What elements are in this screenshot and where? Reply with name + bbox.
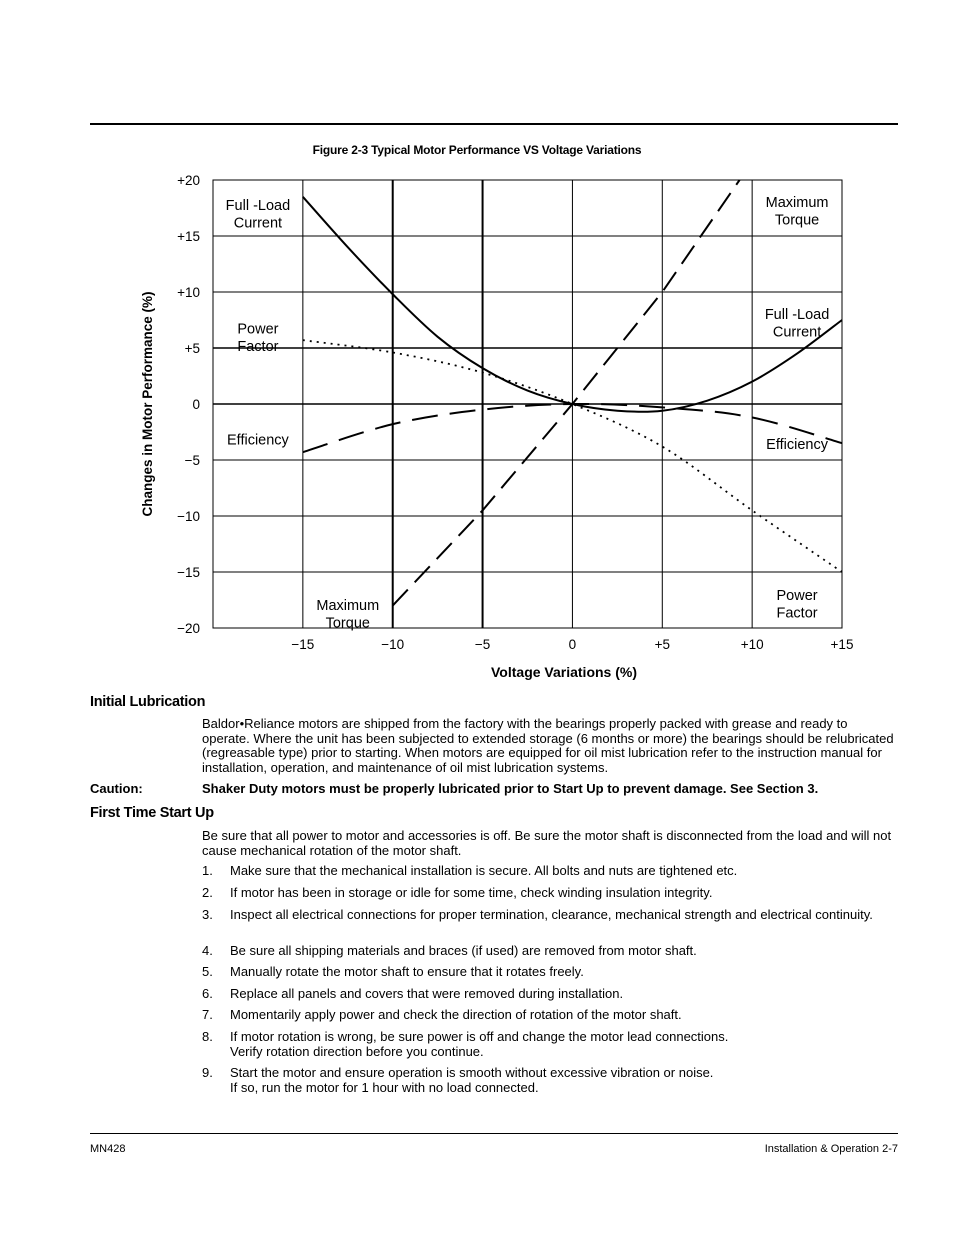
step-number: 9. — [202, 1065, 213, 1080]
header-rule — [90, 123, 898, 125]
footer-rule — [90, 1133, 898, 1134]
footer-doc-number: MN428 — [90, 1143, 126, 1155]
step-text: Make sure that the mechanical installation is secure. All bolts and nuts are tightened etc. — [230, 863, 738, 878]
y-axis-label: Changes in Motor Performance (%) — [140, 291, 155, 517]
x-tick-label: +5 — [654, 637, 670, 652]
footer-page-label: Installation & Operation 2-7 — [764, 1143, 898, 1155]
y-tick-label: +15 — [177, 229, 200, 244]
y-tick-label: −10 — [177, 509, 200, 524]
figure-caption: Figure 2-3 Typical Motor Performance VS Voltage Variations — [312, 143, 642, 157]
x-tick-label: −15 — [291, 637, 315, 652]
y-tick-label: −5 — [184, 453, 200, 468]
step-text: Be sure all shipping materials and braces (if used) are removed from motor shaft. — [230, 943, 697, 958]
x-tick-label: −10 — [381, 637, 405, 652]
step-text: Inspect all electrical connections for proper termination, clearance, mechanical strength and electrical continuity. — [230, 907, 873, 922]
curve-annotation: Efficiency — [227, 432, 289, 449]
curve-annotation: Power Factor — [776, 588, 818, 622]
curve-annotation: Full -Load Current — [764, 306, 830, 341]
performance-chart — [0, 160, 954, 690]
step-number: 1. — [202, 863, 213, 878]
paragraph-first-time-start-up: Be sure that all power to motor and accessories is off. Be sure the motor shaft is disconnected from the load and will not cause mechanical rotation of the motor shaft. — [202, 828, 892, 858]
y-tick-label: −20 — [177, 621, 200, 636]
x-tick-labels — [291, 637, 853, 652]
step-number: 7. — [202, 1007, 213, 1022]
x-tick-label: +15 — [830, 637, 854, 652]
paragraph-initial-lubrication: Baldor•Reliance motors are shipped from the factory with the bearings properly packed with grease and ready to operate. Where the unit has been subjected to extended storage (6 months or more) the bearings should be relubricated (regreasable type) prior to starting. When motors are equipped for oil mist lubrication refer to the instruction manual for installation, operation, and maintenance of oil mist lubrication systems. — [202, 716, 894, 775]
step-number: 3. — [202, 907, 213, 922]
step-text: Momentarily apply power and check the direction of rotation of the motor shaft. — [230, 1007, 682, 1022]
step-text: If motor rotation is wrong, be sure power is off and change the motor lead connections. Verify rotation direction before you continue. — [230, 1029, 729, 1059]
step-text: If motor has been in storage or idle for some time, check winding insulation integrity. — [230, 885, 713, 900]
chart-grid — [213, 180, 842, 628]
curve-labels — [226, 195, 830, 632]
heading-initial-lubrication: Initial Lubrication — [90, 694, 206, 710]
curve-annotation: Maximum Torque — [765, 194, 829, 229]
step-number: 2. — [202, 885, 213, 900]
y-tick-label: −15 — [177, 565, 200, 580]
step-number: 5. — [202, 964, 213, 979]
step-number: 8. — [202, 1029, 213, 1044]
y-tick-label: +20 — [177, 173, 200, 188]
y-tick-label: +5 — [184, 341, 200, 356]
caution-text: Shaker Duty motors must be properly lubricated prior to Start Up to prevent damage. See Section 3. — [202, 781, 819, 796]
curve-annotation: Maximum Torque — [316, 598, 380, 632]
caution-label: Caution: — [90, 781, 143, 796]
step-text: Manually rotate the motor shaft to ensure that it rotates freely. — [230, 964, 584, 979]
heading-first-time-start-up: First Time Start Up — [90, 805, 214, 821]
curve-annotation: Power Factor — [237, 321, 279, 355]
y-tick-label: 0 — [192, 397, 200, 412]
x-tick-label: 0 — [568, 637, 577, 652]
x-tick-label: −5 — [474, 637, 491, 652]
y-tick-label: +10 — [177, 285, 200, 300]
curve-annotation: Full -Load Current — [225, 198, 291, 232]
step-number: 4. — [202, 943, 213, 958]
step-number: 6. — [202, 986, 213, 1001]
step-text: Start the motor and ensure operation is smooth without excessive vibration or noise. If so, run the motor for 1 hour with no load connected. — [230, 1065, 714, 1095]
x-tick-label: +10 — [740, 637, 764, 652]
curve-annotation: Efficiency — [766, 436, 828, 453]
series-maximum-torque — [393, 180, 740, 606]
y-tick-labels — [177, 173, 200, 636]
step-text: Replace all panels and covers that were removed during installation. — [230, 986, 624, 1001]
x-axis-label: Voltage Variations (%) — [491, 664, 637, 680]
